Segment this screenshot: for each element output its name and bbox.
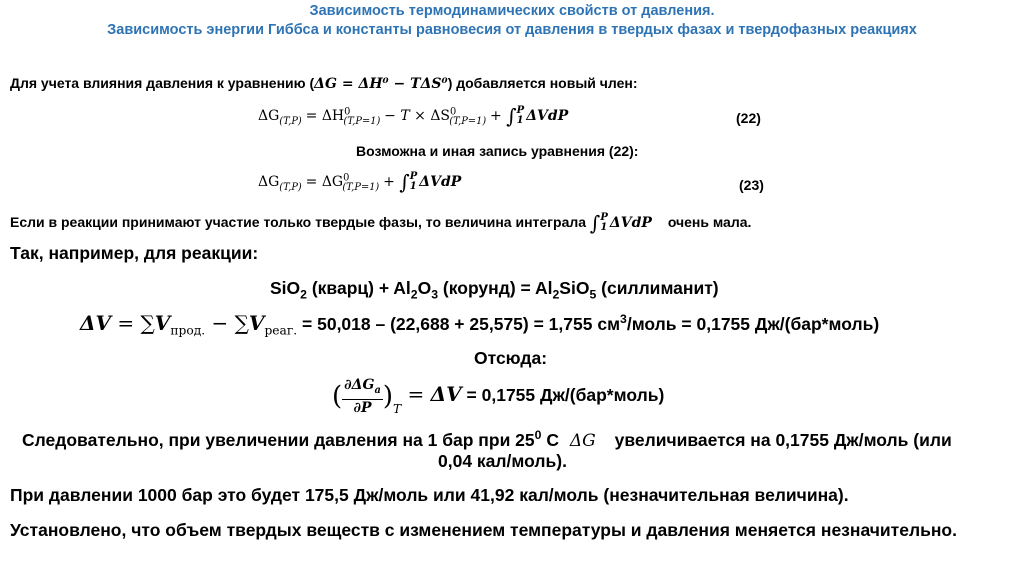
eq22-h-sub: (T,P=1): [343, 115, 381, 127]
pressure-text: При давлении 1000 бар это будет 175,5 Дж/моль или 41,92 кал/моль (незначительная величина).: [10, 485, 849, 505]
intro-after: ) добавляется новый член:: [447, 75, 638, 91]
eq22-lhs-sub: (T,P): [279, 115, 302, 127]
eq23-g-sub: (T,P=1): [342, 181, 380, 193]
sub-products: прод.: [170, 323, 206, 338]
consequence-part1: Следовательно, при увеличении давления на 1 бар при 25: [22, 429, 535, 450]
eq22-s-sub: (T,P=1): [449, 115, 487, 127]
product-sio-sub: 5: [589, 287, 597, 302]
reactant-al-sub: 2: [410, 287, 418, 302]
deriv-sub-t: T: [392, 402, 402, 417]
deriv-numerator: ∂ΔG: [344, 377, 375, 393]
reactant-quartz: (кварц) + Al: [306, 278, 411, 298]
consequence-part3: увеличивается на 0,1755 Дж/моль (или: [609, 429, 952, 450]
intro-before: Для учета влияния давления к уравнению (: [10, 75, 315, 91]
reactant-sio-sub: 2: [300, 287, 307, 302]
eq22-label: (22): [736, 110, 761, 126]
product-sio: SiO: [559, 278, 590, 298]
solid-phase-text: Если в реакции принимают участие только твердые фазы, то величина интеграла ∫ P 1 ΔVdP очень мала.: [10, 211, 752, 235]
eq22-lower-limit: 1: [516, 115, 524, 127]
reactant-o-sub: 3: [431, 287, 439, 302]
reactant-o: O: [417, 278, 432, 298]
intro-text: [10, 75, 638, 92]
deriv-num-sub: a: [374, 384, 381, 396]
consequence-part2: С: [541, 429, 564, 450]
consequence-degree: 0: [534, 428, 542, 442]
deriv-denominator: ∂P: [353, 399, 372, 416]
eq22-upper-limit: P: [516, 105, 525, 117]
solid-text-before: Если в реакции принимают участие только твердые фазы, то величина интеграла: [10, 214, 587, 230]
delta-v-calc-end: /моль = 0,1755 Дж/(бар*моль): [626, 314, 880, 334]
consequence-line-1: Следовательно, при увеличении давления на 1 бар при $25^0$ С ΔG увеличивается на 0,1755 Дж/моль (или: [22, 428, 952, 451]
conclusion-text: Установлено, что объем твердых веществ с изменением температуры и давления меняется незначительно.: [10, 520, 957, 540]
eq23-label: (23): [739, 177, 764, 193]
reactant-corundum: (корунд) = Al: [438, 278, 553, 298]
equation-23: $\Delta G_{(T,P)} = \Delta G^0_{(T,P=1)}$ + ∫ P 1 ΔVdP: [258, 170, 462, 194]
slide-title: [0, 2, 1024, 40]
title-line-2: Зависимость энергии Гиббса и константы равновесия от давления в твердых фазах и твердофазных реакциях: [107, 22, 917, 38]
product-sillimanite: (силлиманит): [596, 278, 719, 298]
deriv-value: = 0,1755 Дж/(бар*моль): [461, 385, 665, 406]
sub-reagents: реаг.: [264, 323, 298, 338]
solid-text-after: очень мала.: [667, 214, 752, 230]
derivative-equation: ( $\frac{\partial\Delta G_a}{\partial P}$ )$_T = \Delta V = 0,1755$ Дж/(бар*моль): [332, 377, 665, 417]
delta-v-equation: $\Delta V = \sum V_{прод.} - \sum V_{реаг.} = 50,018 - (22,688 + 25,575) = 1,755$ $см^3$/моль = 0,1755 Дж/(бар*моль): [80, 311, 880, 338]
consequence-line-2: 0,04 кал/моль).: [438, 451, 567, 471]
title-line-1: Зависимость термодинамических свойств от давления.: [309, 3, 715, 19]
delta-v-calc: = 50,018 – (22,688 + 25,575) = 1,755 см: [297, 314, 621, 334]
delta-v-unit-sup: 3: [620, 312, 627, 327]
alt-equation-text: Возможна и иная запись уравнения (22):: [356, 143, 639, 159]
reaction-equation: [270, 278, 719, 302]
gibbs-formula: ΔG = ΔH⁰ − TΔS⁰: [314, 76, 448, 92]
product-al-sub: 2: [552, 287, 560, 302]
example-text: Так, например, для реакции:: [10, 243, 259, 263]
reactant-sio: SiO: [270, 278, 301, 298]
equation-22: $\Delta G_{(T,P)} = \Delta H^0_{(T,P=1)} - T \times \Delta S^0_{(T,P=1)}$ + ∫ P 1 ΔVdP: [258, 104, 569, 128]
hence-text: Отсюда:: [474, 348, 548, 368]
